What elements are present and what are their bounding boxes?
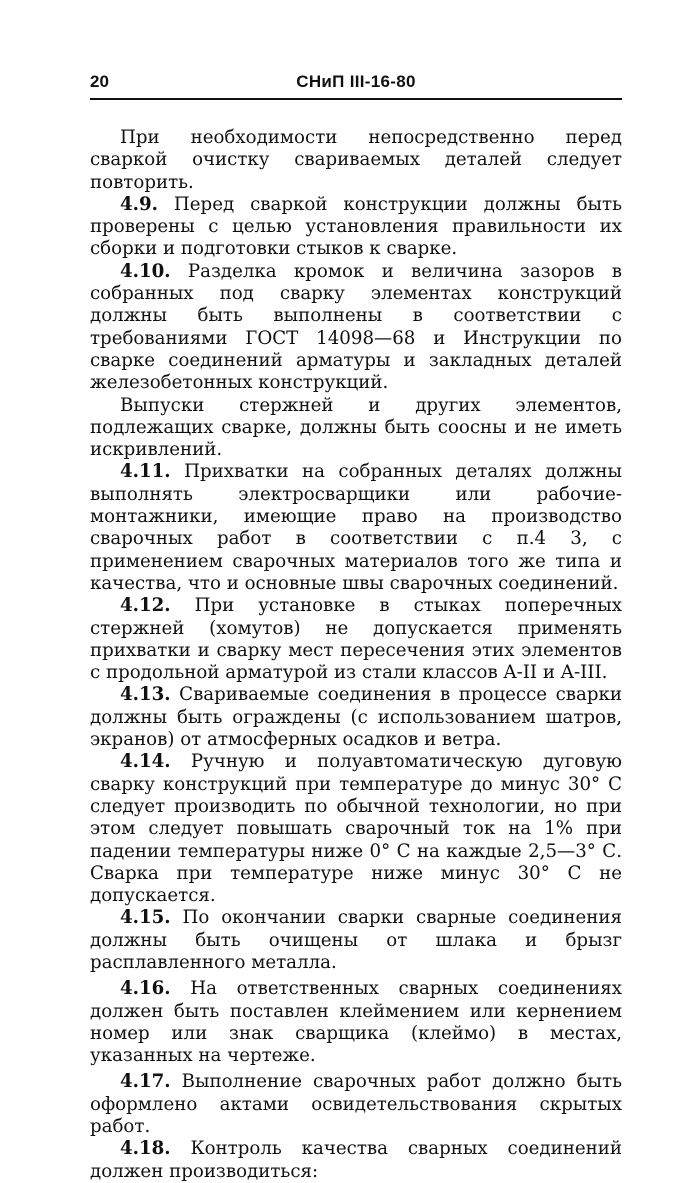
clause-4-16 [90,978,622,1067]
clause-4-10 [90,261,622,395]
page-number: 20 [90,72,109,91]
clause-number: 4.18. [120,1138,171,1160]
clause-number: 4.11. [120,461,171,483]
clause-4-14 [90,751,622,907]
clause-number: 4.13. [120,684,171,706]
clause-text: На ответственных сварных соединениях должен быть поставлен клеймением или кернением номер или знак сварщика (клеймо) в местах, указанных на чертеже. [90,978,622,1067]
clause-text: Прихватки на собранных деталях должны выполнять электросварщики или рабочие-монтажники, имеющие право на производство сварочных работ в соответствии с п.4 3, с применением сварочных материалов того же типа и качества, что и основные швы сварочных соединений. [90,461,622,594]
clause-text: Ручную и полуавтоматическую дуговую сварку конструкций при температуре до минус 30° С следует производить по обычной технологии, но при этом следует повышать сварочный ток на 1% при падении температуры ниже 0° С на каждые 2,5—3° С. Сварка при температуре ниже минус 30° С не допускается. [90,751,622,907]
clause-4-9 [90,194,622,261]
clause-number: 4.15. [120,907,171,929]
clause-number: 4.17. [120,1071,171,1093]
clause-4-11 [90,461,622,595]
paragraph-continuation [90,127,622,194]
document-code: СНиП III-16-80 [296,72,416,91]
clause-4-17 [90,1071,622,1138]
body-text [90,127,622,1183]
clause-text: По окончании сварки сварные соединения должны быть очищены от шлака и брызг расплавленного металла. [90,907,622,973]
page-header [90,68,622,100]
clause-text: Разделка кромок и величина зазоров в собранных под сварку элементах конструкций должны быть выполнены в соответствии с требованиями ГОСТ 14098—68 и Инструкции по сварке соединений арматуры и закладных деталей железобетонных конструкций. [90,260,622,394]
clause-4-18 [90,1138,622,1183]
paragraph-text: Выпуски стержней и других элементов, подлежащих сварке, должны быть соосны и не иметь искривлений. [90,394,622,461]
paragraph-outlets [90,395,622,462]
clause-text: При установке в стыках поперечных стержней (хомутов) не допускается применять прихватки и сварку мест пересечения этих элементов с продольной арматурой из стали классов A-II и A-III. [90,595,622,684]
clause-text: Контроль качества сварных соединений должен производиться: [90,1138,622,1182]
clause-text: Перед сваркой конструкции должны быть проверены с целью установления правильности их сборки и подготовки стыков к сварке. [90,193,622,260]
clause-4-13 [90,684,622,751]
clause-text: Свариваемые соединения в процессе сварки должны быть ограждены (с использованием шатров, экранов) от атмосферных осадков и ветра. [90,684,622,751]
clause-number: 4.10. [120,260,171,282]
clause-number: 4.12. [120,595,171,617]
clause-number: 4.16. [120,978,171,1000]
clause-text: Выполнение сварочных работ должно быть оформлено актами освидетельствования скрытых работ. [90,1071,622,1138]
clause-number: 4.14. [120,751,171,773]
clause-4-15 [90,907,622,974]
clause-4-12 [90,595,622,684]
paragraph-text: При необходимости непосредственно перед сваркой очистку свариваемых деталей следует повторить. [90,127,622,193]
clause-number: 4.9. [120,193,158,215]
